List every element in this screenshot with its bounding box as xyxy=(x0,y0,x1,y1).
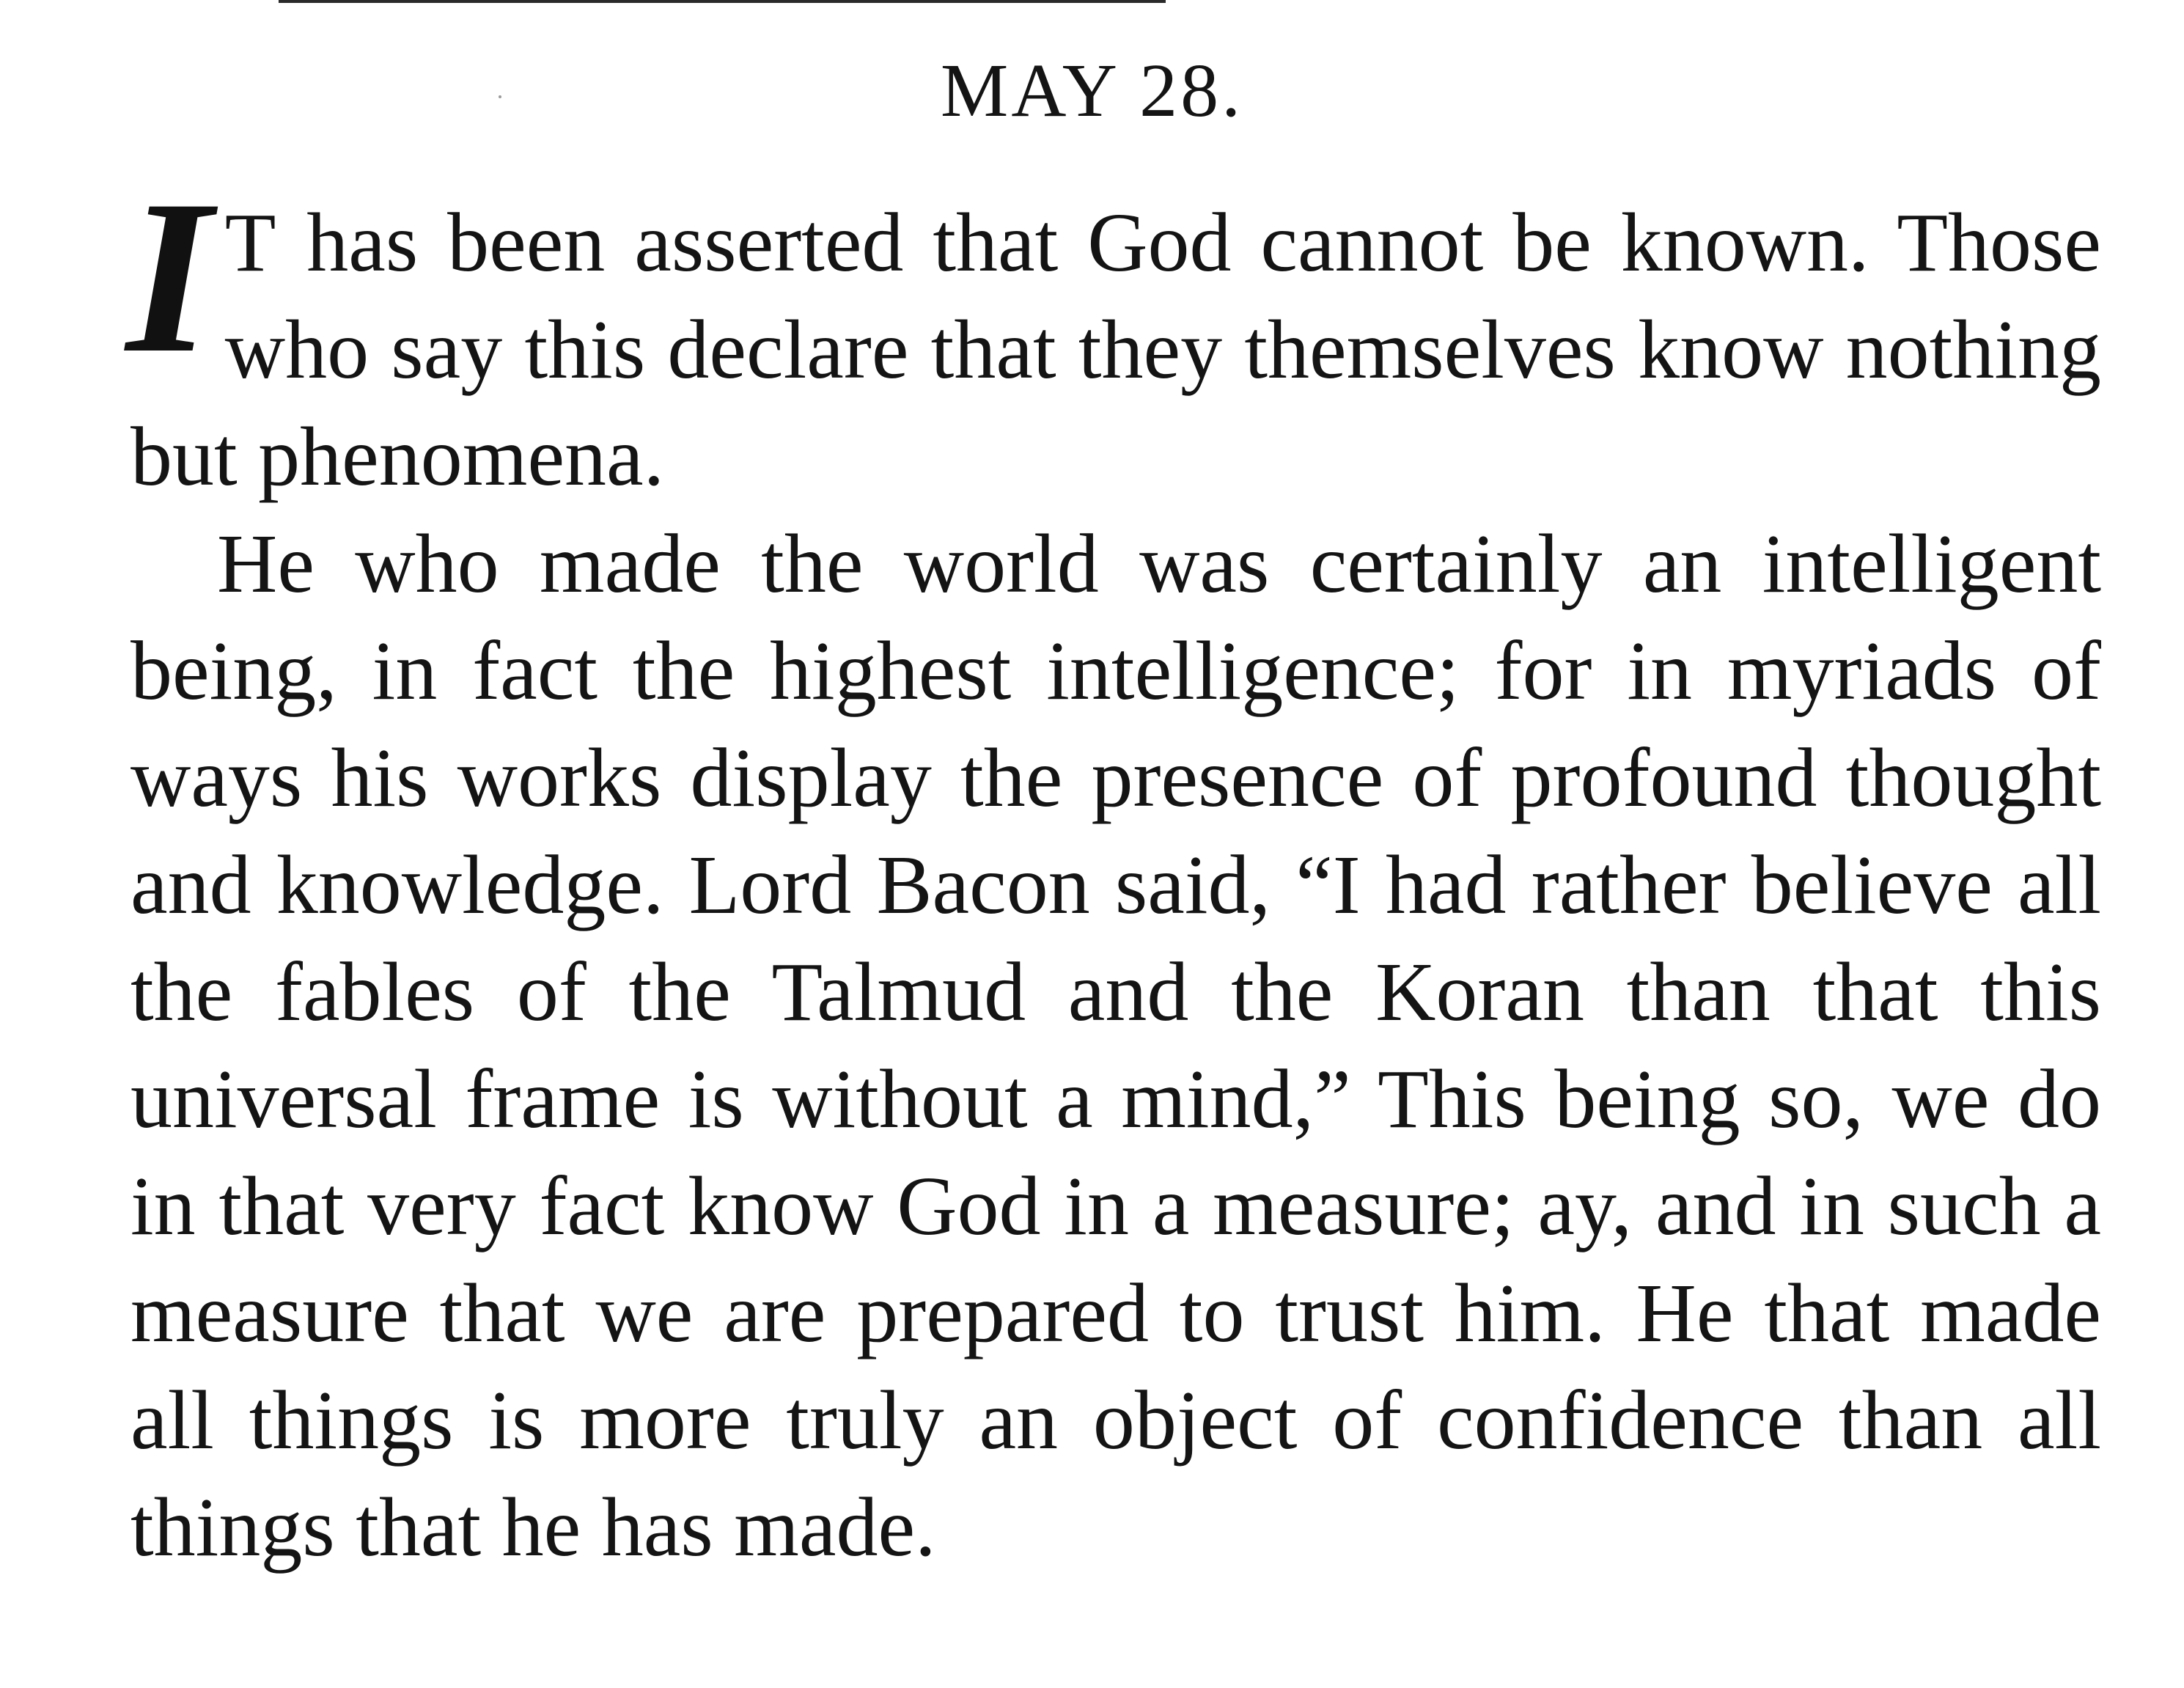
paragraph-1 xyxy=(126,155,2101,510)
drop-cap: I xyxy=(126,155,212,398)
paragraph-1-lead: T xyxy=(224,196,278,289)
paragraph-2-text: He who made the world was certainly an intelligent being, in fact the highest intelligence; for in myriads of ways his works display the presence of profound thought and knowledge. Lord Bacon said, “I had rather believe all the fables of the Talmud and the Koran than that this universal frame is without a mind,” This being so, we do in that very fact know God in a measure; ay, and in such a measure that we are prepared to trust him. He that made all things is more truly an object of confidence than all things that he has made. xyxy=(130,517,2101,1574)
top-rule xyxy=(279,0,1166,3)
paragraph-1-text: has been asserted that God cannot be known. Those who say this declare that they themselves know nothing but phenomena. xyxy=(130,196,2101,503)
body-text xyxy=(126,155,2101,1581)
page-title: MAY 28. xyxy=(940,48,1244,133)
paragraph-2 xyxy=(130,510,2101,1581)
